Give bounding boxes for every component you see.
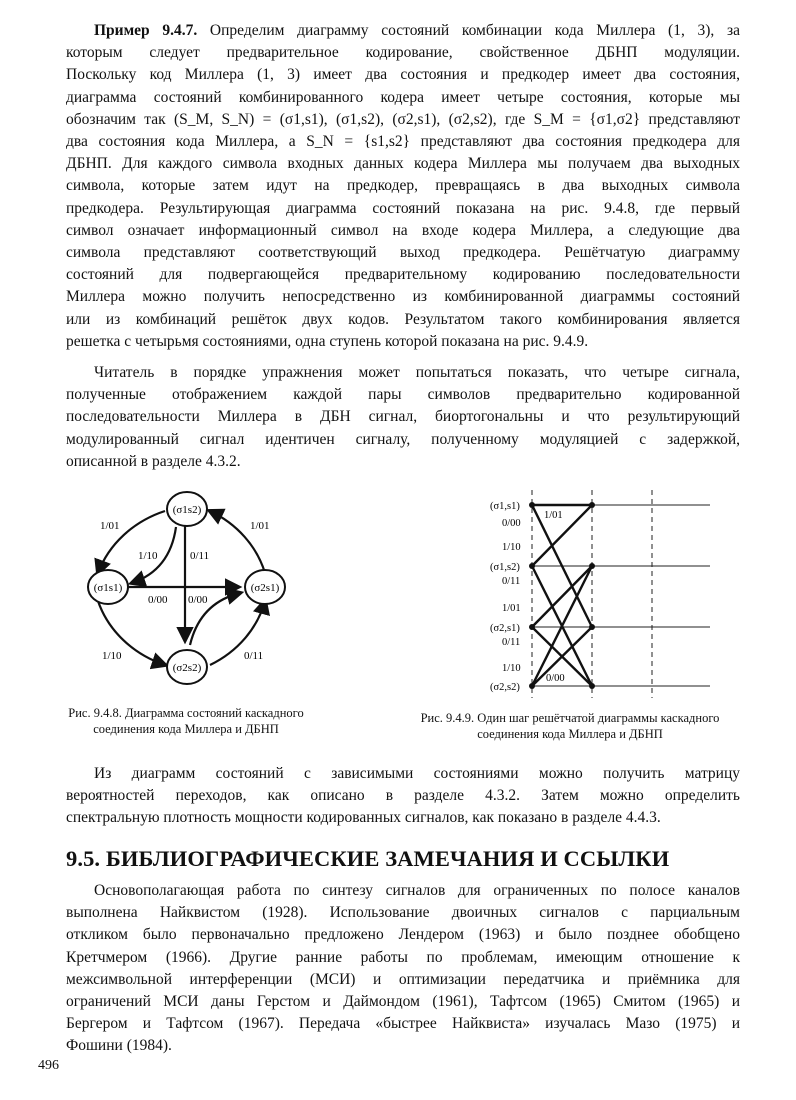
text-line: Пример 9.4.7. Определим диаграмму состояний комбинации кода Миллера (1, 3), за <box>94 22 740 39</box>
trellis-node <box>529 502 535 508</box>
state-diagram-figure <box>60 485 360 700</box>
text-line: межсимвольной интерференции (МСИ) и оптимизации передатчика и приёмника для <box>66 970 740 988</box>
section-heading: 9.5. БИБЛИОГРАФИЧЕСКИЕ ЗАМЕЧАНИЯ И ССЫЛКИ <box>66 846 670 871</box>
trellis-node <box>589 624 595 630</box>
text-line: символа представляют соответствующий выход предкодера. Решётчатую диаграмму <box>66 244 740 262</box>
trellis-node <box>589 683 595 689</box>
branch-label: 0/00 <box>502 518 521 529</box>
text-line: Основополагающая работа по синтезу сигналов для ограниченных по полосе каналов <box>94 882 740 899</box>
text-line: ДБНП. Для каждого символа входных данных кодера Миллера мы получаем два выходных <box>66 155 740 173</box>
bibliography-paragraph <box>66 880 740 1058</box>
text-line: последовательности Миллера в ДБН сигнал, биортогональны и что результирующий <box>66 408 740 426</box>
text-line: предкодера. Результирующая диаграмма состояний показана на рис. 9.4.8, где первый <box>66 199 740 217</box>
trellis-node <box>529 683 535 689</box>
edge-label: 1/01 <box>100 520 120 532</box>
branch-label: 0/11 <box>502 576 521 587</box>
branch-label: 1/01 <box>544 510 563 521</box>
text-line: ограничений МСИ даны Герстом и Даймондом (1961), Тафтсом (1965) Смитом (1965) и <box>66 993 740 1011</box>
text-line: состояний для подвергающейся предварительному кодированию последовательности <box>66 266 740 284</box>
text-line: обозначим так (S_M, S_N) = (σ1,s1), (σ1,s2), (σ2,s1), (σ2,s2), где S_M = {σ1,σ2} представляют <box>66 110 740 128</box>
caption-line: соединения кода Миллера и ДБНП <box>477 727 663 741</box>
text-line: Кретчмером (1966). Другие ранние работы по проблемам, имеющим отношение к <box>66 948 740 966</box>
trellis-node <box>589 563 595 569</box>
branch-label: 1/10 <box>502 663 521 674</box>
transition-paragraph <box>66 763 740 830</box>
branch-label: 1/10 <box>502 542 521 553</box>
text-line: Поскольку код Миллера (1, 3) имеет два состояния и предкодер имеет два состояния, <box>66 66 740 84</box>
edge-label: 1/10 <box>102 650 122 662</box>
text-line: символ означает информационный символ на входе кодера Миллера, а следующие два <box>66 221 740 239</box>
text-line: символа, которые затем идут на предкодер, превращаясь в два выходных символа <box>66 177 740 195</box>
reader-paragraph <box>66 362 740 473</box>
text-line: которым следует предварительное кодирование, свойственное ДБНП модуляции. <box>66 44 740 62</box>
trellis-state-label: (σ1,s2) <box>490 562 520 573</box>
text-line: полученные отображением каждой пары символов предварительно кодированной <box>66 386 740 404</box>
example-label: Пример 9.4.7. <box>94 22 198 39</box>
state-label: (σ1s2) <box>172 504 202 516</box>
caption-line: соединения кода Миллера и ДБНП <box>93 722 279 736</box>
caption-line: Рис. 9.4.8. Диаграмма состояний каскадного <box>68 706 304 720</box>
edge-label: 1/01 <box>250 520 270 532</box>
figure-caption <box>390 710 750 742</box>
text-line: Миллера можно получить непосредственно из комбинированной диаграммы состояний <box>66 288 740 306</box>
text-line: откликом было первоначально предложено Лендером (1963) и было позднее обобщено <box>66 926 740 944</box>
text-line: модулированный сигнал идентичен сигналу, полученному модуляцией с задержкой, <box>66 430 740 448</box>
example-paragraph <box>66 20 740 353</box>
trellis-figure <box>470 488 740 703</box>
state-label: (σ2s2) <box>172 662 202 674</box>
text-line: вероятностей переходов, как описано в разделе 4.3.2. Затем можно определить <box>66 787 740 805</box>
trellis-state-label: (σ1,s1) <box>490 501 520 512</box>
edge-label: 0/00 <box>188 594 208 606</box>
text-line: выполнена Найквистом (1928). Использование двоичных сигналов с парциальным <box>66 904 740 922</box>
edge-label: 0/11 <box>190 550 210 562</box>
text-line: спектральную плотность мощности кодированных сигналов, как показано в разделе 4.4.3. <box>66 809 661 827</box>
text-line: Из диаграмм состояний с зависимыми состояниями можно получить матрицу <box>94 765 740 782</box>
branch-label: 0/11 <box>502 637 521 648</box>
branch-label: 0/00 <box>546 673 565 684</box>
edge-label: 0/11 <box>244 650 264 662</box>
trellis-state-label: (σ2,s1) <box>490 623 520 634</box>
branch-label: 1/01 <box>502 603 521 614</box>
text-line: Фошини (1984). <box>66 1037 172 1055</box>
text-line: описанной в разделе 4.3.2. <box>66 452 241 470</box>
figure-caption <box>36 705 336 737</box>
caption-line: Рис. 9.4.9. Один шаг решётчатой диаграммы каскадного <box>420 711 720 725</box>
trellis-node <box>529 624 535 630</box>
trellis-node <box>529 563 535 569</box>
trellis-node <box>589 502 595 508</box>
edge-label: 1/10 <box>138 550 158 562</box>
text-line: решетка с четырьмя состояниями, одна ступень которой показана на рис. 9.4.9. <box>66 332 589 350</box>
trellis-state-label: (σ2,s2) <box>490 682 520 693</box>
state-label: (σ1s1) <box>93 582 123 594</box>
state-label: (σ2s1) <box>250 582 280 594</box>
text-line: Бергером и Тафтсом (1967). Передача «быстрее Найквиста» изучалась Мазо (1975) и <box>66 1015 740 1033</box>
text-line: или из комбинаций решёток двух кодов. Результатом такого комбинирования является <box>66 310 740 328</box>
text-line: диаграмма состояний комбинированного кодера имеет четыре состояния, которые мы <box>66 88 740 106</box>
text-line: Читатель в порядке упражнения может попытаться показать, что четыре сигнала, <box>94 364 740 381</box>
text-line: два состояния кода Миллера, а S_N = {s1,s2} представляют два состояния предкодера для <box>66 133 740 151</box>
edge-label: 0/00 <box>148 594 168 606</box>
page-number: 496 <box>38 1058 59 1073</box>
